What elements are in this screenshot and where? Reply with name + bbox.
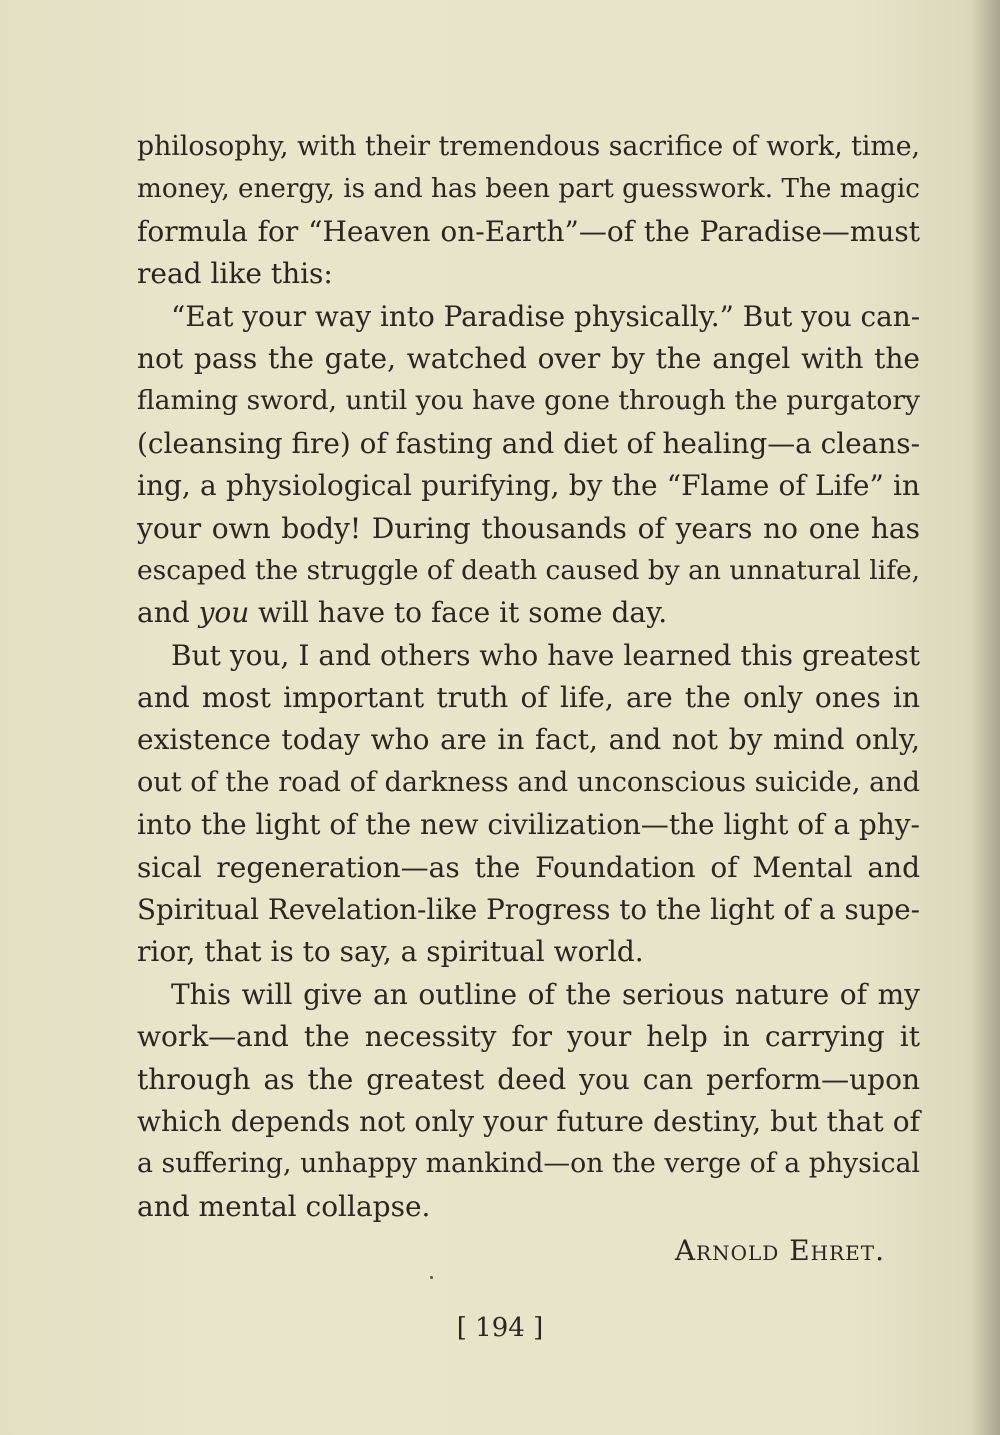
text-line: “Eat your way into Paradise physically.” But you can- — [171, 299, 921, 333]
text-line: your own body! During thousands of years no one has — [137, 511, 920, 545]
text-line: philosophy, with their tremendous sacrifice of work, time, — [137, 131, 920, 162]
text-line: existence today who are in fact, and not by mind only, — [137, 723, 920, 757]
text-line: work—and the necessity for your help in carrying it — [137, 1020, 920, 1054]
text-line: and you will have to face it some day. — [137, 596, 668, 630]
text-line: and mental collapse. — [137, 1189, 431, 1223]
text-line: flaming sword, until you have gone through the purgatory — [137, 385, 920, 417]
author-signature: Arnold Ehret. — [674, 1234, 885, 1267]
text-line: Spiritual Revelation-like Progress to the light of a supe- — [137, 893, 920, 927]
page-number: [ 194 ] — [456, 1313, 544, 1343]
text-line: (cleansing fire) of fasting and diet of healing—a cleans- — [137, 426, 920, 460]
body-text — [137, 126, 920, 1228]
text-line: and most important truth of life, are the only ones in — [137, 681, 920, 715]
text-line: ing, a physiological purifying, by the “Flame of Life” in — [137, 469, 920, 503]
text-line: a suffering, unhappy mankind—on the verge of a physical — [137, 1148, 920, 1180]
text-line: escaped the struggle of death caused by an unnatural life, — [137, 554, 921, 586]
text-line: rior, that is to say, a spiritual world. — [137, 935, 644, 969]
text-line: formula for “Heaven on-Earth”—of the Paradise—must — [137, 214, 920, 248]
text-line: into the light of the new civilization—the light of a phy- — [137, 808, 920, 842]
text-line: sical regeneration—as the Foundation of Mental and — [137, 850, 920, 884]
print-speck — [430, 1276, 433, 1279]
text-line: out of the road of darkness and unconscious suicide, and — [137, 766, 920, 798]
text-line: through as the greatest deed you can perform—upon — [137, 1062, 920, 1096]
text-line: which depends not only your future destiny, but that of — [137, 1104, 920, 1138]
text-line: money, energy, is and has been part guesswork. The magic — [137, 174, 920, 205]
text-line: But you, I and others who have learned this greatest — [171, 638, 920, 672]
text-line: This will give an outline of the serious nature of my — [171, 977, 920, 1011]
text-line: not pass the gate, watched over by the angel with the — [137, 341, 920, 375]
text-line: read like this: — [137, 257, 333, 291]
